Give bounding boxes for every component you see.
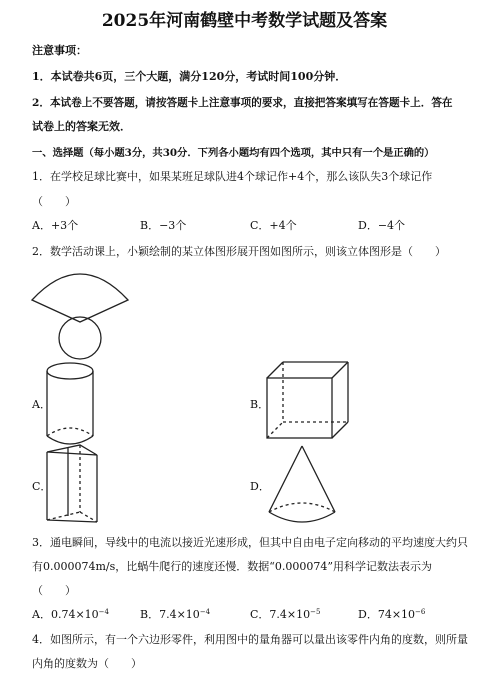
notice-heading: 注意事项： [32, 44, 87, 57]
section-heading: 一、选择题（每小题3分，共30分．下列各小题均有四个选项，其中只有一个是正确的） [32, 147, 435, 159]
q1-option-a: A．+3个 [32, 219, 79, 232]
q4-line-2: 内角的度数为（ ） [32, 657, 142, 670]
q4-line-1: 4．如图所示，有一个六边形零件，利用图中的量角器可以量出该零件内角的度数，则所量 [32, 633, 468, 646]
q2-option-c-label: C． [32, 480, 52, 493]
q2-option-a-label: A． [32, 398, 51, 411]
q3-blank: （ ） [32, 584, 76, 597]
notice-item-2-line-1: 2．本试卷上不要答题，请按答题卡上注意事项的要求，直接把答案填写在答题卡上．答在 [32, 97, 453, 109]
q1-option-d: D．−4个 [358, 219, 406, 232]
q3-option-b: B．$7.4\times 10^{-4}$ [140, 608, 211, 621]
q3-line-2: 有0.000074m/s，比蜗牛爬行的速度还慢．数据“0.000074”用科学记数法表示为 [32, 560, 432, 573]
q3-line-1: 3．通电瞬间，导线中的电流以接近光速形成，但其中自由电子定向移动的平均速度大约只 [32, 536, 468, 549]
notice-item-1: 1．本试卷共6页，三个大题，满分120分，考试时间100分钟． [32, 70, 347, 83]
q1-blank: （ ） [32, 195, 76, 208]
q3-option-c: C．$7.4\times 10^{-5}$ [250, 608, 321, 621]
q1-option-b: B．−3个 [140, 219, 187, 232]
page-title: 2025年河南鹤壁中考数学试题及答案 [101, 11, 388, 31]
q1-stem: 1．在学校足球比赛中，如果某班足球队进4个球记作+4个，那么该队失3个球记作 [32, 170, 433, 183]
q1-option-c: C．+4个 [250, 219, 297, 232]
q2-stem: 2．数学活动课上，小颖绘制的某立体图形展开图如图所示，则该立体图形是（ ） [32, 245, 446, 258]
q3-option-d: D．$74\times 10^{-6}$ [358, 608, 426, 621]
q2-option-b-label: B． [250, 398, 270, 411]
q3-option-a: A．$0.74\times 10^{-4}$ [32, 608, 109, 621]
notice-item-2-line-2: 试卷上的答案无效． [32, 120, 131, 133]
q2-option-d-label: D． [250, 480, 270, 493]
